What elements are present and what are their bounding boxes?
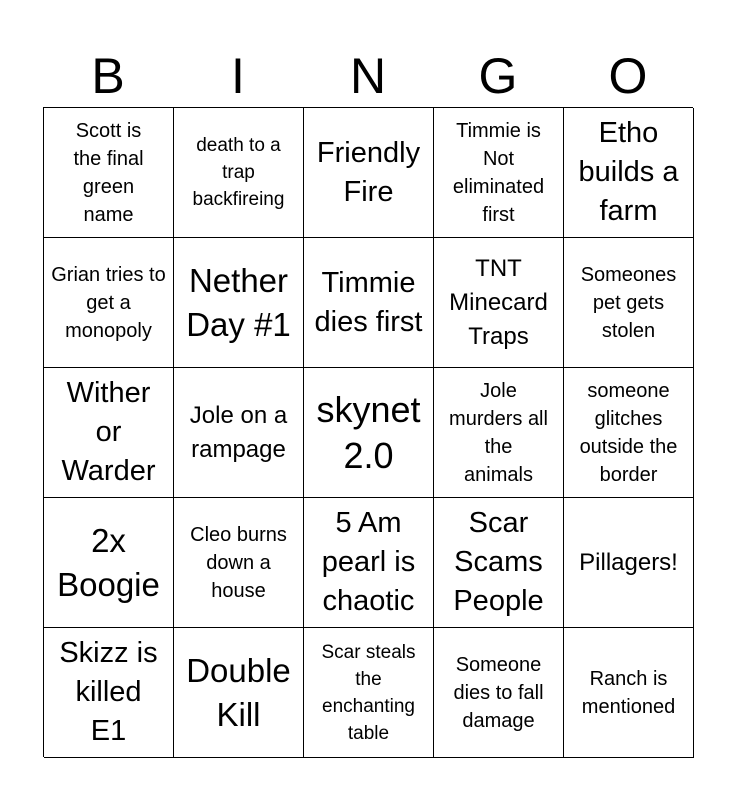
cell-text: Wither or Warder (61, 377, 156, 487)
bingo-cell[interactable] (434, 108, 564, 238)
cell-text: 5 Am pearl is chaotic (321, 507, 416, 617)
cell-text: Cleo burns down a house (190, 523, 287, 602)
bingo-header (43, 46, 693, 106)
cell-text: Timmie is Not eliminated first (452, 119, 545, 226)
cell-text: TNT Minecard Traps (449, 254, 548, 350)
bingo-cell[interactable] (174, 368, 304, 498)
header-letter-o: O (608, 48, 648, 104)
bingo-cell[interactable] (174, 498, 304, 628)
bingo-cell[interactable] (174, 108, 304, 238)
bingo-cell[interactable] (304, 108, 434, 238)
bingo-cell[interactable] (174, 238, 304, 368)
bingo-cell[interactable] (304, 238, 434, 368)
cell-text: death to a trap backfireing (192, 135, 285, 210)
bingo-grid (43, 107, 693, 757)
header-letter-b: B (91, 48, 125, 104)
cell-text: Someone dies to fall damage (453, 653, 544, 732)
header-letter-i: I (231, 48, 245, 104)
cell-text: Timmie dies first (314, 266, 423, 338)
bingo-cell[interactable] (564, 108, 694, 238)
bingo-cell[interactable] (44, 238, 174, 368)
cell-text: Etho builds a farm (578, 117, 679, 227)
cell-text: Ranch is mentioned (581, 667, 676, 718)
bingo-cell[interactable] (434, 498, 564, 628)
bingo-cell[interactable] (44, 628, 174, 758)
cell-text: Nether Day #1 (186, 261, 291, 343)
bingo-cell[interactable] (564, 498, 694, 628)
header-letter-g: G (478, 48, 518, 104)
cell-text: someone glitches outside the border (579, 379, 678, 486)
cell-text: Double Kill (186, 651, 291, 733)
bingo-cell[interactable] (434, 368, 564, 498)
bingo-cell[interactable] (434, 628, 564, 758)
cell-text: Pillagers! (579, 548, 678, 576)
header-letter-n: N (349, 48, 387, 104)
cell-text: Jole murders all the animals (449, 379, 548, 486)
cell-text: Friendly Fire (316, 136, 421, 208)
bingo-cell[interactable] (44, 498, 174, 628)
cell-text: Someones pet gets stolen (580, 263, 677, 342)
bingo-cell[interactable] (564, 628, 694, 758)
cell-text: Skizz is killed E1 (59, 637, 158, 747)
cell-text: Scar steals the enchanting table (321, 641, 416, 744)
bingo-cell[interactable] (44, 108, 174, 238)
bingo-cell[interactable] (174, 628, 304, 758)
cell-text: Jole on a rampage (189, 401, 288, 463)
bingo-cell[interactable] (434, 238, 564, 368)
bingo-cell[interactable] (564, 368, 694, 498)
cell-text: Scott is the final green name (73, 119, 144, 226)
bingo-cell[interactable] (304, 368, 434, 498)
cell-text: skynet 2.0 (316, 388, 421, 476)
cell-text: Scar Scams People (453, 507, 544, 617)
cell-text: 2x Boogie (57, 521, 160, 603)
bingo-cell[interactable] (564, 238, 694, 368)
cell-text: Grian tries to get a monopoly (51, 263, 166, 342)
bingo-cell[interactable] (304, 628, 434, 758)
bingo-cell[interactable] (304, 498, 434, 628)
bingo-cell[interactable] (44, 368, 174, 498)
